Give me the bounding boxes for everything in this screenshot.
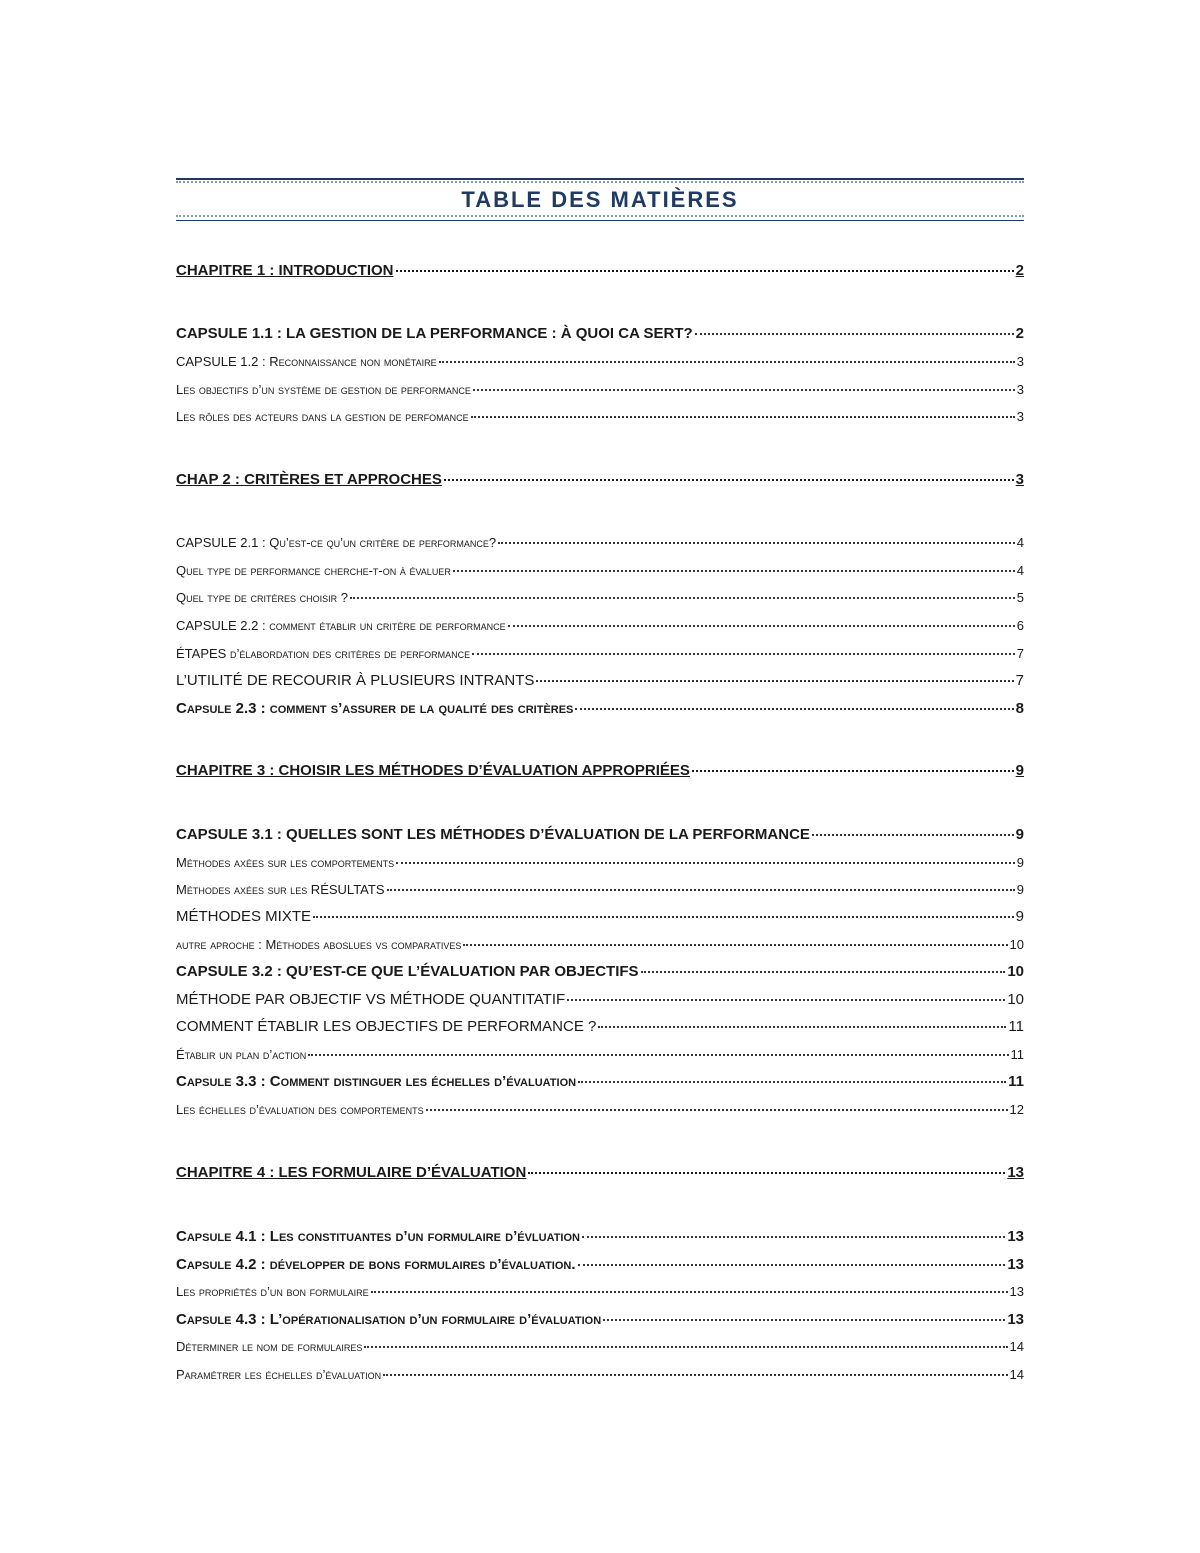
- toc-entry[interactable]: MÉTHODE PAR OBJECTIF VS MÉTHODE QUANTITATIF 10: [176, 991, 1024, 1008]
- toc-entry[interactable]: CAPSULE 1.2 : Reconnaissance non monétaire 3: [176, 354, 1024, 369]
- toc-entry-chapter-1[interactable]: CHAPITRE 1 : INTRODUCTION 2: [176, 262, 1024, 279]
- toc-entry[interactable]: Méthodes axées sur les comportements 9: [176, 855, 1024, 870]
- toc-entry[interactable]: CAPSULE 3.2 : QU’EST-CE QUE L’ÉVALUATION PAR OBJECTIFS 10: [176, 963, 1024, 980]
- toc-entry[interactable]: Capsule 4.1 : Les constituantes d’un formulaire d’évluation 13: [176, 1228, 1024, 1245]
- toc-entry[interactable]: MÉTHODES MIXTE 9: [176, 908, 1024, 925]
- toc-entry[interactable]: autre aproche : Méthodes aboslues vs comparatives 10: [176, 937, 1024, 952]
- toc-entry[interactable]: ÉTAPES d’élabordation des critères de performance 7: [176, 646, 1024, 661]
- toc-entry[interactable]: Capsule 4.2 : développer de bons formulaires d’évaluation. 13: [176, 1256, 1024, 1273]
- toc-entry[interactable]: Capsule 2.3 : comment s’assurer de la qualité des critères 8: [176, 700, 1024, 717]
- toc-entry[interactable]: CAPSULE 1.1 : LA GESTION DE LA PERFORMANCE : À QUOI CA SERT? 2: [176, 325, 1024, 342]
- toc-entry[interactable]: Déterminer le nom de formulaires 14: [176, 1339, 1024, 1354]
- toc-entry[interactable]: CAPSULE 2.1 : Qu’est-ce qu’un critère de performance? 4: [176, 535, 1024, 550]
- toc-title: TABLE DES MATIÈRES: [461, 187, 739, 212]
- toc-entry[interactable]: Les échelles d’évaluation des comportements 12: [176, 1102, 1024, 1117]
- toc-entry[interactable]: Les rôles des acteurs dans la gestion de perfomance 3: [176, 409, 1024, 424]
- toc-entry[interactable]: Méthodes axées sur les RÉSULTATS 9: [176, 882, 1024, 897]
- toc-entry-chapter-4[interactable]: CHAPITRE 4 : LES FORMULAIRE D’ÉVALUATION 13: [176, 1164, 1024, 1181]
- toc-entry[interactable]: Paramétrer les échelles d’évaluation 14: [176, 1367, 1024, 1382]
- toc-entry[interactable]: Les propriétés d’un bon formulaire 13: [176, 1284, 1024, 1299]
- toc-entry[interactable]: Quel type de performance cherche-t-on à évaluer 4: [176, 563, 1024, 578]
- toc-entry[interactable]: L’UTILITÉ DE RECOURIR À PLUSIEURS INTRANTS 7: [176, 672, 1024, 689]
- toc-entry[interactable]: COMMENT ÉTABLIR LES OBJECTIFS DE PERFORMANCE ? 11: [176, 1018, 1024, 1035]
- toc-entry[interactable]: Les objectifs d’un système de gestion de performance 3: [176, 382, 1024, 397]
- toc-entry[interactable]: CAPSULE 3.1 : QUELLES SONT LES MÉTHODES D’ÉVALUATION DE LA PERFORMANCE 9: [176, 826, 1024, 843]
- toc-entry-chapter-3[interactable]: CHAPITRE 3 : CHOISIR LES MÉTHODES D’ÉVALUATION APPROPRIÉES 9: [176, 762, 1024, 779]
- toc-entry-chapter-2[interactable]: CHAP 2 : CRITÈRES ET APPROCHES 3: [176, 471, 1024, 488]
- toc-entry[interactable]: Capsule 3.3 : Comment distinguer les échelles d’évaluation 11: [176, 1073, 1024, 1090]
- toc-entry[interactable]: Établir un plan d’action 11: [176, 1047, 1024, 1062]
- toc-entry[interactable]: Quel type de critères choisir ? 5: [176, 590, 1024, 605]
- title-top-rule: [176, 178, 1024, 185]
- toc-entry[interactable]: Capsule 4.3 : L’opérationalisation d’un formulaire d’évaluation 13: [176, 1311, 1024, 1328]
- title-bottom-rule: [176, 215, 1024, 221]
- toc-entry[interactable]: CAPSULE 2.2 : comment établir un critère de performance 6: [176, 618, 1024, 633]
